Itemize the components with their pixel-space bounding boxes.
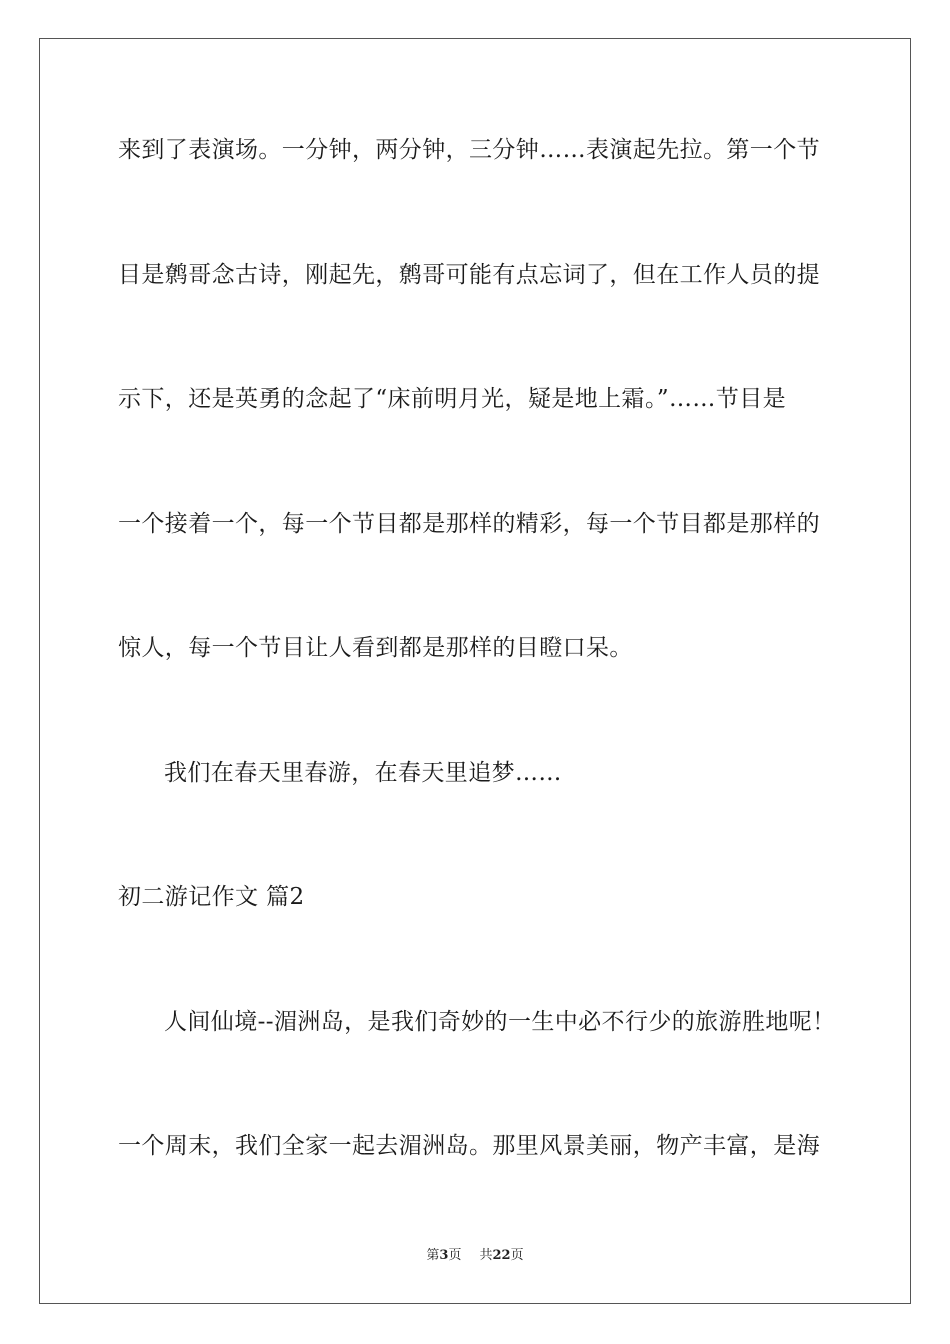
body-text-line-5: 惊人，每一个节目让人看到都是那样的目瞪口呆。 — [118, 635, 633, 661]
footer-total-pages: 22 — [492, 1248, 511, 1263]
paragraph-line-dream: 我们在春天里春游，在春天里追梦…… — [164, 760, 562, 786]
section-heading: 初二游记作文 篇2 — [118, 884, 305, 910]
page-border — [39, 38, 911, 1304]
footer-total-prefix: 共 — [479, 1248, 493, 1263]
body-text-line-4: 一个接着一个，每一个节目都是那样的精彩，每一个节目都是那样的 — [118, 511, 820, 537]
footer-total-suffix: 页 — [510, 1248, 524, 1263]
body-text-line-2: 目是鹩哥念古诗，刚起先，鹩哥可能有点忘词了，但在工作人员的提 — [118, 262, 820, 288]
body-text-line-3: 示下，还是英勇的念起了“床前明月光，疑是地上霜。”……节目是 — [118, 386, 787, 412]
footer-page-prefix: 第 — [426, 1248, 440, 1263]
paragraph-line-island: 人间仙境--湄洲岛，是我们奇妙的一生中必不行少的旅游胜地呢！ — [164, 1009, 836, 1035]
body-text-line-1: 来到了表演场。一分钟，两分钟，三分钟……表演起先拉。第一个节 — [118, 137, 820, 163]
footer-page-suffix: 页 — [448, 1248, 462, 1263]
page-footer — [0, 1247, 950, 1265]
body-text-line-last: 一个周末，我们全家一起去湄洲岛。那里风景美丽，物产丰富，是海 — [118, 1133, 820, 1159]
footer-page-number: 3 — [439, 1248, 449, 1263]
